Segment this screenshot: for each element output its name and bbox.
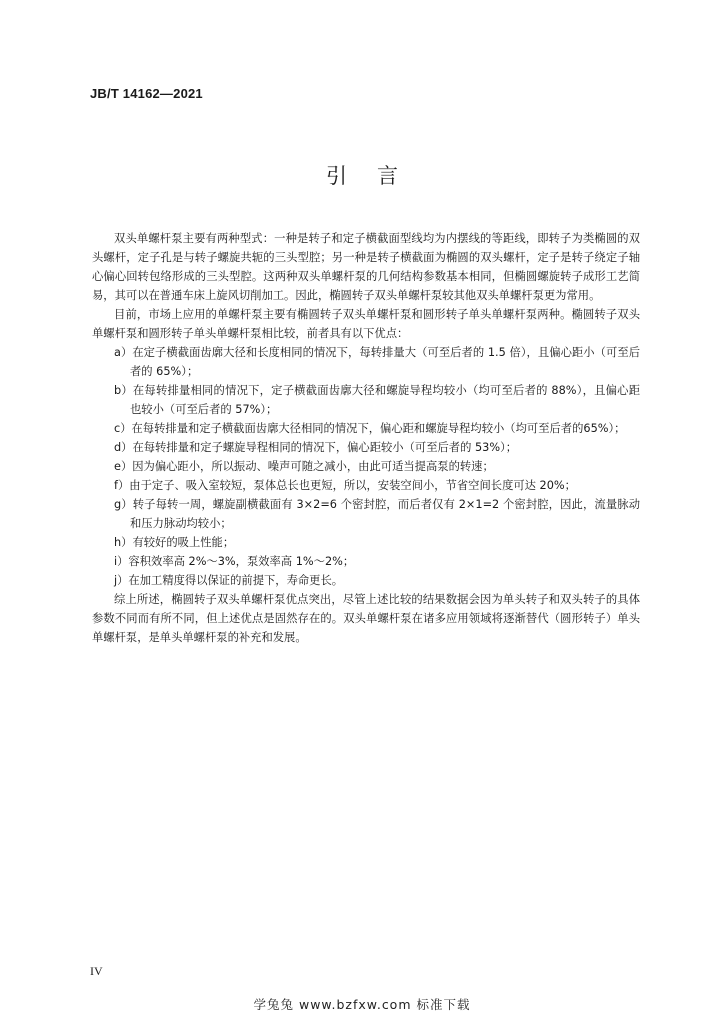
body-text <box>92 229 640 647</box>
watermark-footer: 学兔兔 www.bzfxw.com 标准下载 <box>253 997 471 1012</box>
list-item: c）在每转排量和定子横截面齿廓大径相同的情况下，偏心距和螺旋导程均较小（均可至后者的65%）； <box>114 422 626 435</box>
list-item: j）在加工精度得以保证的前提下，寿命更长。 <box>114 574 344 587</box>
paragraph: 双头单螺杆泵主要有两种型式：一种是转子和定子横截面型线均为内摆线的等距线，即转子为类椭圆的双头螺杆，定子孔是与转子螺旋共轭的三头型腔；另一种是转子横截面为椭圆的双头螺杆，定子是转子绕定子轴心偏心回转包络形成的三头型腔。这两种双头单螺杆泵的几何结构参数基本相同，但椭圆螺旋转子成形工艺简易，其可以在普通车床上旋风切削加工。因此，椭圆转子双头单螺杆泵较其他双头单螺杆泵更为常用。 <box>92 232 640 302</box>
list-item: i）容积效率高 2%～3%，泵效率高 1%～2%； <box>114 555 355 568</box>
list-item: d）在每转排量和定子螺旋导程相同的情况下，偏心距较小（可至后者的 53%）； <box>114 441 518 454</box>
list-item: b）在每转排量相同的情况下，定子横截面齿廓大径和螺旋导程均较小（均可至后者的 88%），且偏心距也较小（可至后者的 57%）； <box>114 384 640 416</box>
list-item: a）在定子横截面齿廓大径和长度相同的情况下，每转排量大（可至后者的 1.5 倍），且偏心距小（可至后者的 65%）； <box>114 346 640 378</box>
standard-code: JB/T 14162—2021 <box>90 86 203 101</box>
list-item: e）因为偏心距小，所以振动、噪声可随之减小，由此可适当提高泵的转速； <box>114 460 494 473</box>
list-item: f）由于定子、吸入室较短，泵体总长也更短，所以，安装空间小，节省空间长度可达 20%； <box>114 479 576 492</box>
paragraph: 目前，市场上应用的单螺杆泵主要有椭圆转子双头单螺杆泵和圆形转子单头单螺杆泵两种。椭圆转子双头单螺杆泵和圆形转子单头单螺杆泵相比较，前者具有以下优点： <box>92 308 640 340</box>
list-item: g）转子每转一周，螺旋副横截面有 3×2=6 个密封腔，而后者仅有 2×1=2 个密封腔，因此，流量脉动和压力脉动均较小； <box>114 498 640 530</box>
section-title: 引言 <box>326 164 428 188</box>
conclusion-paragraph: 综上所述，椭圆转子双头单螺杆泵优点突出，尽管上述比较的结果数据会因为单头转子和双头转子的具体参数不同而有所不同，但上述优点是固然存在的。双头单螺杆泵在诸多应用领域将逐渐替代（圆形转子）单头单螺杆泵，是单头单螺杆泵的补充和发展。 <box>92 593 640 644</box>
list-item: h）有较好的吸上性能； <box>114 536 235 549</box>
page-number: IV <box>90 964 103 978</box>
